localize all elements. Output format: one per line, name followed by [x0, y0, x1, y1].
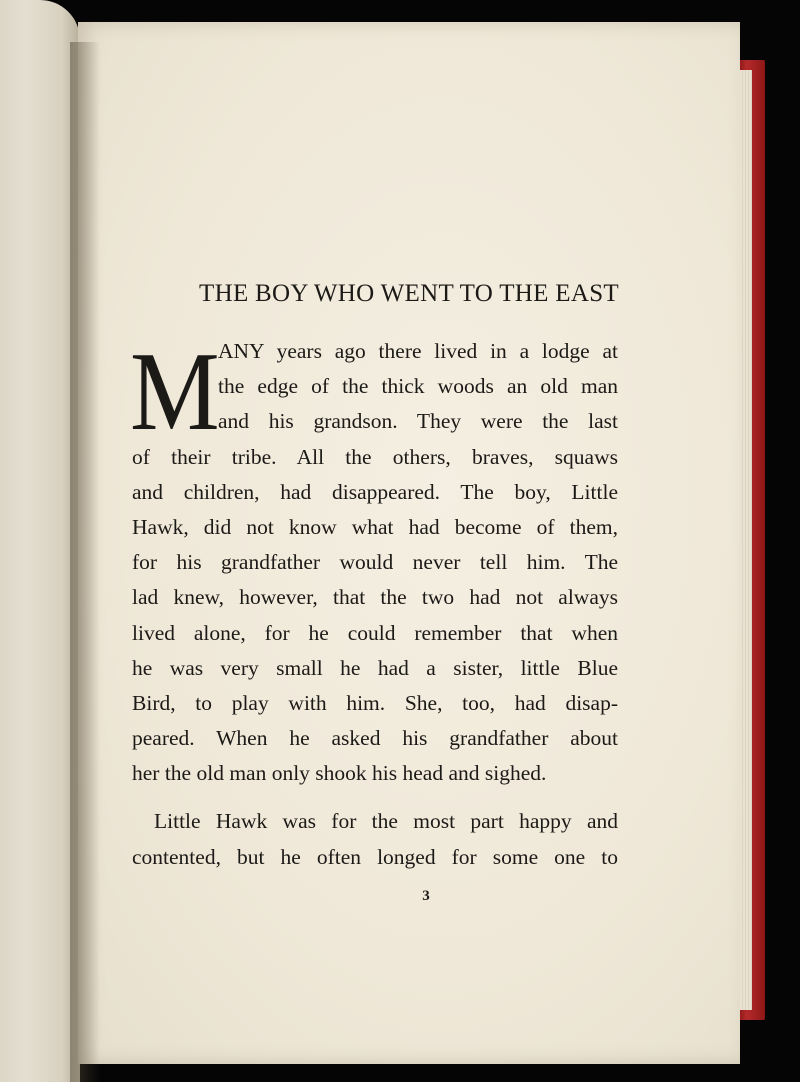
chapter-title: THE BOY WHO WENT TO THE EAST — [199, 280, 619, 307]
text-line: ANY years ago there lived in a lodge at — [218, 339, 618, 363]
text-line: he was very small he had a sister, little Blue — [132, 655, 618, 680]
text-line: of their tribe. All the others, braves, squaws — [132, 444, 618, 469]
text-line: and his grandson. They were the last — [218, 409, 618, 434]
left-facing-page — [0, 0, 80, 1082]
text-line: her the old man only shook his head and sighed. — [132, 761, 547, 786]
text-line: for his grandfather would never tell him. The — [132, 550, 618, 575]
gutter-shadow — [70, 42, 100, 1082]
text-line: contented, but he often longed for some one to — [132, 844, 618, 869]
drop-cap: M — [130, 330, 220, 454]
text-line: lived alone, for he could remember that when — [132, 620, 618, 645]
paragraph-spacer — [132, 791, 618, 804]
text-line: and children, had disappeared. The boy, Little — [132, 479, 618, 504]
book-page — [78, 22, 740, 1064]
text-line: peared. When he asked his grandfather about — [132, 726, 618, 751]
body-text — [130, 330, 618, 875]
text-line: Little Hawk was for the most part happy and — [154, 809, 618, 834]
text-line: the edge of the thick woods an old man — [218, 374, 618, 399]
text-line: Bird, to play with him. She, too, had disap- — [132, 690, 618, 715]
text-line: Hawk, did not know what had become of them, — [132, 514, 618, 539]
page-number: 3 — [422, 888, 430, 904]
text-line: lad knew, however, that the two had not always — [132, 585, 618, 610]
